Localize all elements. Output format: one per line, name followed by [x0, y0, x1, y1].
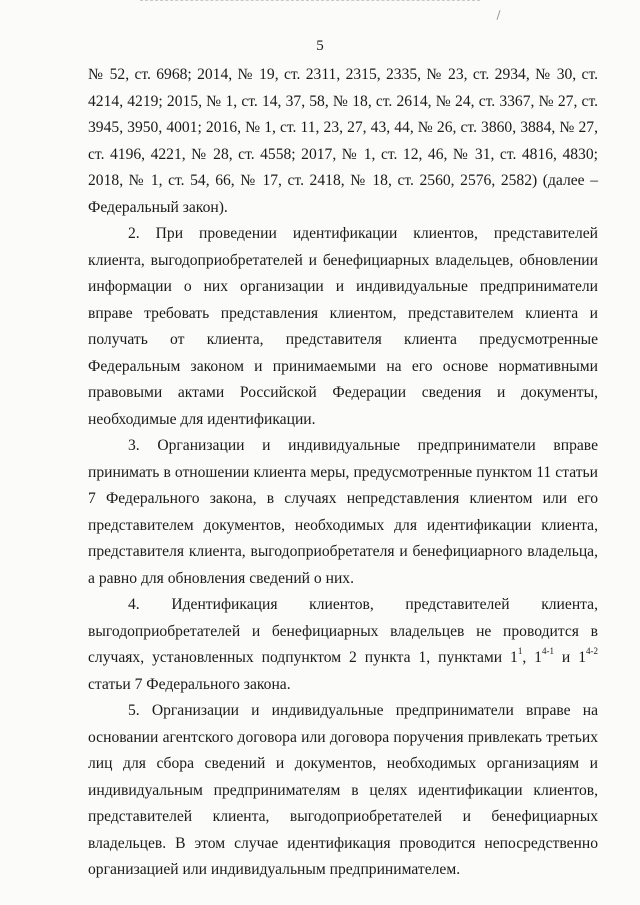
paragraph-4-text-a: 4. Идентификация клиентов, представителей клиента, выгодоприобретателей и бенефициарных владельцев не проводится в случаях, установленных подпунктом 2 пункта 1, пунктами 1	[88, 596, 598, 666]
paragraph-5: 5. Организации и индивидуальные предприниматели вправе на основании агентского договора или договора поручения привлекать третьих лиц для сбора сведений и документов, необходимых организациям и индивидуальным предпринимателям в целях идентификации клиентов, представителей клиента, выгодоприобретателей и бенефициарных владельцев. В этом случае идентификация проводится непосредственно организацией или индивидуальным предпринимателем.	[88, 702, 598, 878]
paragraph-4-text-d: статьи 7 Федерального закона.	[88, 675, 291, 693]
page-number: 5	[316, 38, 324, 54]
scan-edge-line	[140, 0, 480, 2]
scan-mark	[496, 10, 500, 20]
superscript-4-1: 4-1	[541, 645, 554, 656]
superscript-1: 1	[517, 645, 523, 656]
paragraph-4	[88, 592, 598, 698]
paragraph-3: 3. Организации и индивидуальные предприниматели вправе принимать в отношении клиента меры, предусмотренные пунктом 11 статьи 7 Федерального закона, в случаях непредставления клиентом или его представителем документов, необходимых для идентификации клиента, представителя клиента, выгодоприобретателя и бенефициарного владельца, а равно для обновления сведений о них.	[88, 437, 598, 587]
superscript-4-2: 4-2	[586, 645, 599, 656]
paragraph-2: 2. При проведении идентификации клиентов, представителей клиента, выгодоприобретателей и бенефициарных владельцев, обновлении информации о них организации и индивидуальные предприниматели вправе требовать представления клиентом, представителем клиента и получать от клиента, представителя клиента предусмотренные Федеральным законом и принимаемыми на его основе нормативными правовыми актами Российской Федерации сведения и документы, необходимые для идентификации.	[88, 225, 598, 428]
paragraph-4-text-b: , 1	[522, 649, 542, 666]
paragraph-4-text-c: и 1	[553, 649, 587, 666]
document-body	[88, 62, 598, 884]
paragraph-continuation: № 52, ст. 6968; 2014, № 19, ст. 2311, 2315, 2335, № 23, ст. 2934, № 30, ст. 4214, 4219; 2015, № 1, ст. 14, 37, 58, № 18, ст. 2614, № 24, ст. 3367, № 27, ст. 3945, 3950, 4001; 2016, № 1, ст. 11, 23, 27, 43, 44, № 26, ст. 3860, 3884, № 27, ст. 4196, 4221, № 28, ст. 4558; 2017, № 1, ст. 12, 46, № 31, ст. 4816, 4830; 2018, № 1, ст. 54, 66, № 17, ст. 2418, № 18, ст. 2560, 2576, 2582) (далее – Федеральный закон).	[88, 66, 598, 216]
